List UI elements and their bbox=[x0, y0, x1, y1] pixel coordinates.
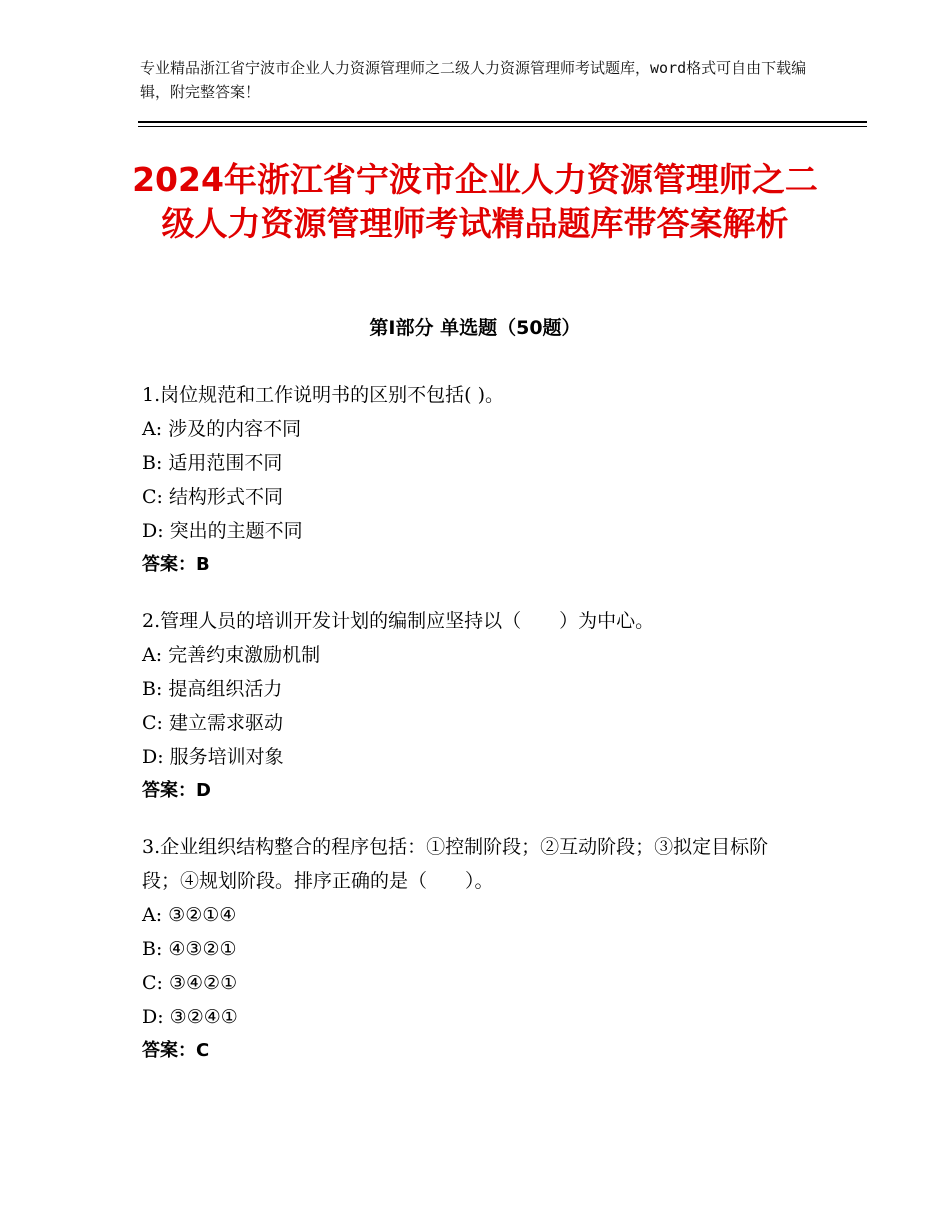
question-list bbox=[142, 378, 802, 1090]
option-a: A: 完善约束激励机制 bbox=[142, 644, 321, 666]
option-c: C: ③④②① bbox=[142, 972, 238, 994]
option-a: A: 涉及的内容不同 bbox=[142, 418, 302, 440]
document-title: 2024年浙江省宁波市企业人力资源管理师之二级人力资源管理师考试精品题库带答案解析 bbox=[132, 160, 818, 243]
question-stem: 2.管理人员的培训开发计划的编制应坚持以（ ）为中心。 bbox=[142, 610, 655, 632]
question-2 bbox=[142, 604, 802, 808]
option-a: A: ③②①④ bbox=[142, 904, 237, 926]
question-3 bbox=[142, 830, 802, 1068]
question-1 bbox=[142, 378, 802, 582]
option-c: C: 结构形式不同 bbox=[142, 486, 283, 508]
header-divider-thick bbox=[138, 121, 867, 123]
question-stem: 3.企业组织结构整合的程序包括：①控制阶段；②互动阶段；③拟定目标阶段；④规划阶段。排序正确的是（ ）。 bbox=[142, 836, 769, 892]
answer: 答案：D bbox=[142, 780, 211, 801]
question-stem: 1.岗位规范和工作说明书的区别不包括( )。 bbox=[142, 384, 504, 406]
section-title: 第Ⅰ部分 单选题（50题） bbox=[369, 317, 581, 339]
option-d: D: 突出的主题不同 bbox=[142, 520, 303, 542]
option-b: B: ④③②① bbox=[142, 938, 237, 960]
answer: 答案：B bbox=[142, 554, 210, 575]
option-b: B: 适用范围不同 bbox=[142, 452, 283, 474]
answer: 答案：C bbox=[142, 1040, 210, 1061]
option-d: D: 服务培训对象 bbox=[142, 746, 284, 768]
option-b: B: 提高组织活力 bbox=[142, 678, 283, 700]
header-divider-thin bbox=[138, 126, 867, 127]
option-c: C: 建立需求驱动 bbox=[142, 712, 283, 734]
option-d: D: ③②④① bbox=[142, 1006, 238, 1028]
header-note: 专业精品浙江省宁波市企业人力资源管理师之二级人力资源管理师考试题库，word格式可自由下载编辑，附完整答案！ bbox=[140, 59, 807, 101]
